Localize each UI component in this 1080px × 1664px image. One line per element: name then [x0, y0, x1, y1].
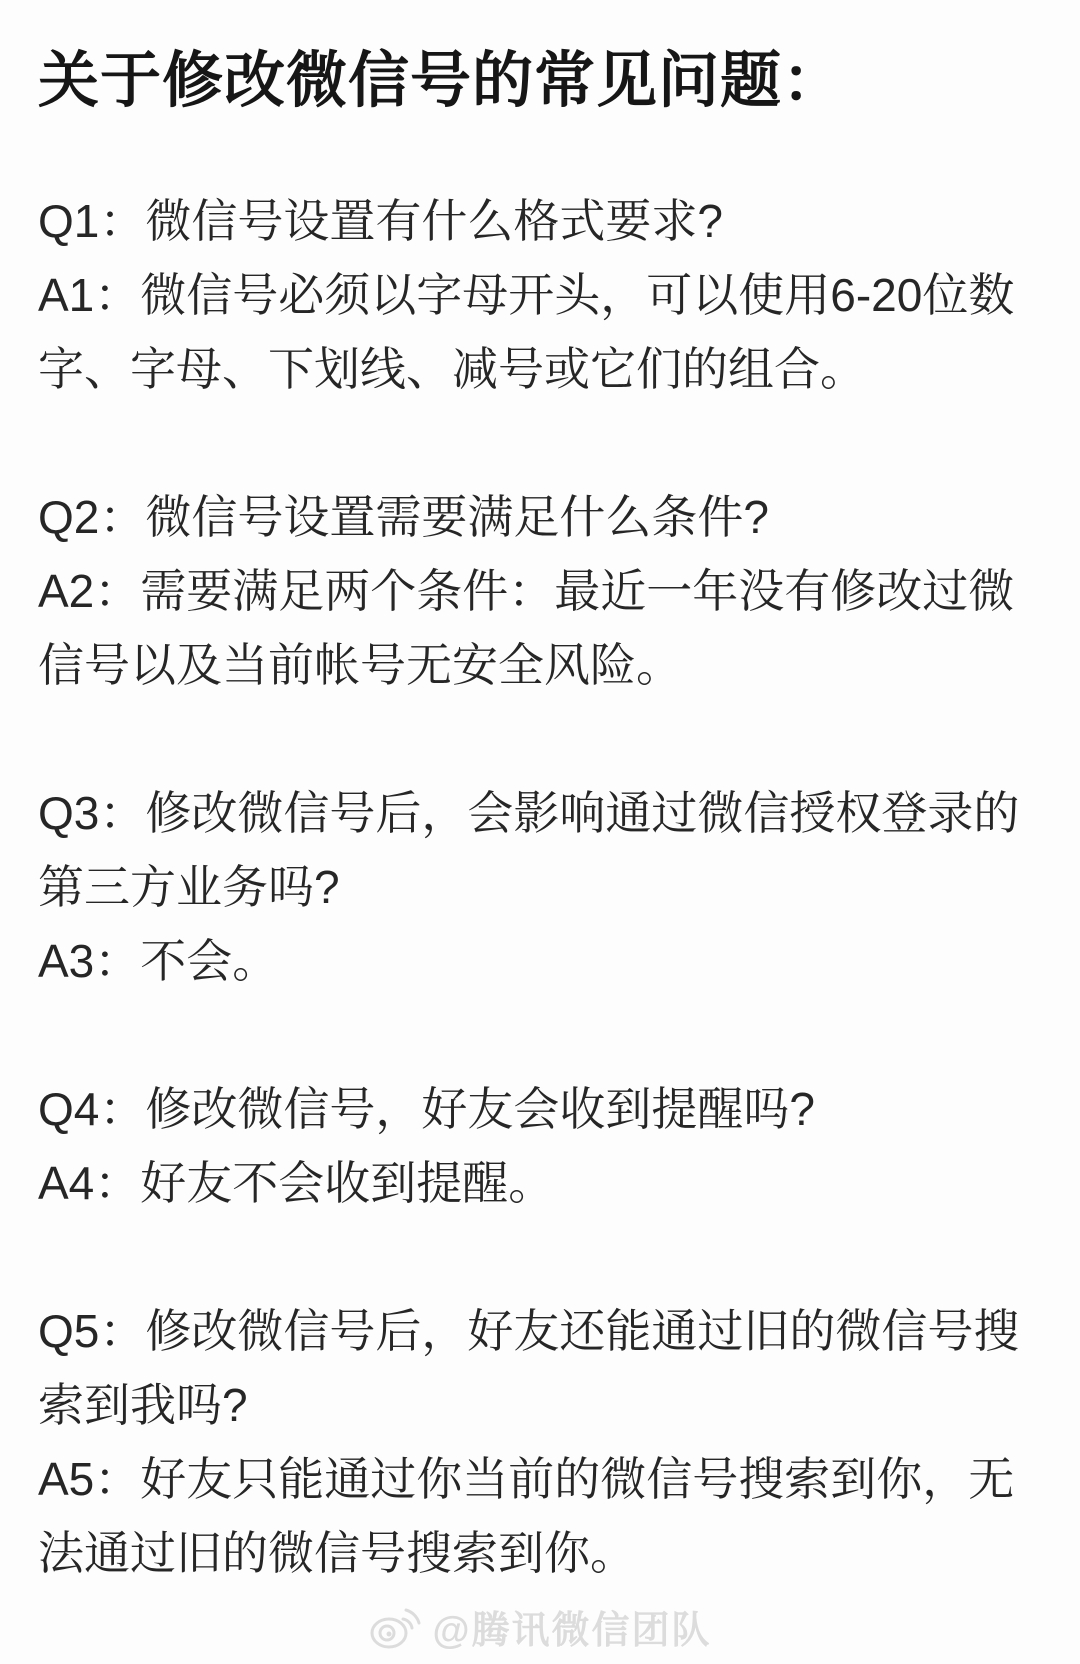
qa-block-4 [38, 1072, 1042, 1220]
qa-block-5 [38, 1294, 1042, 1590]
page-title: 关于修改微信号的常见问题： [38, 46, 845, 114]
answer-2-line: A2：需要满足两个条件：最近一年没有修改过微 [38, 565, 1015, 617]
question-1-line: Q1：微信号设置有什么格式要求? [38, 195, 723, 247]
answer-1-line: 字、字母、下划线、减号或它们的组合。 [38, 343, 866, 395]
answer-1-line: A1：微信号必须以字母开头，可以使用6-20位数 [38, 269, 1015, 321]
question-5-line: 索到我吗? [38, 1379, 248, 1431]
answer-2-line: 信号以及当前帐号无安全风险。 [38, 639, 682, 691]
answer-3-line: A3：不会。 [38, 935, 279, 987]
weibo-icon [368, 1603, 422, 1651]
answer-5-line: 法通过旧的微信号搜索到你。 [38, 1527, 636, 1579]
qa-block-2 [38, 480, 1042, 702]
question-3-line: 第三方业务吗? [38, 861, 340, 913]
question-3-line: Q3：修改微信号后，会影响通过微信授权登录的 [38, 787, 1020, 839]
answer-5-line: A5：好友只能通过你当前的微信号搜索到你，无 [38, 1453, 1015, 1505]
watermark-text: @腾讯微信团队 [432, 1610, 712, 1652]
question-5-line: Q5：修改微信号后，好友还能通过旧的微信号搜 [38, 1305, 1020, 1357]
qa-block-1 [38, 184, 1042, 406]
question-2-line: Q2：微信号设置需要满足什么条件? [38, 491, 769, 543]
question-4-line: Q4：修改微信号，好友会收到提醒吗? [38, 1083, 815, 1135]
watermark [0, 1599, 1080, 1654]
answer-4-line: A4：好友不会收到提醒。 [38, 1157, 555, 1209]
qa-block-3 [38, 776, 1042, 998]
